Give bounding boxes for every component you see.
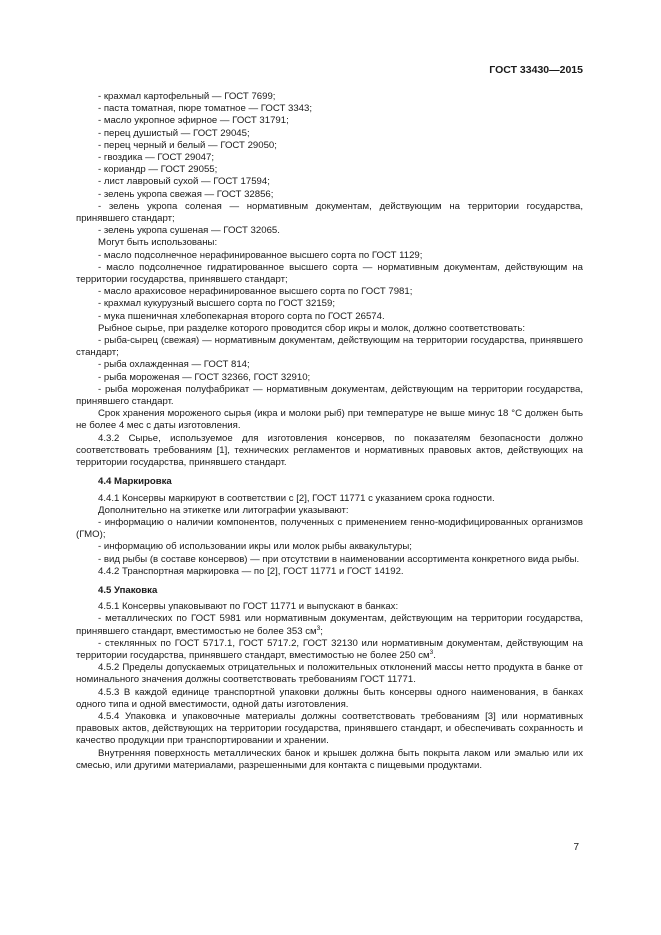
superscript: 3 — [429, 648, 434, 656]
paragraph — [76, 638, 583, 662]
paragraph: 4.4.1 Консервы маркируют в соответствии с [2], ГОСТ 11771 с указанием срока годности. — [98, 492, 495, 504]
paragraph-end: ; — [320, 625, 323, 637]
paragraph: Срок хранения мороженого сырья (икра и молоки рыб) при температуре не выше минус 18 °С должен быть не более 4 мес с даты изготовления. — [76, 408, 583, 432]
document-body — [76, 91, 583, 772]
paragraph: 4.5.2 Пределы допускаемых отрицательных и положительных отклонений массы нетто продукта в банке от номинального значения должны соответствовать требованиям ГОСТ 11771. — [76, 662, 583, 686]
paragraph: 4.5.1 Консервы упаковывают по ГОСТ 11771 и выпускают в банках: — [98, 601, 399, 613]
paragraph: 4.5.3 В каждой единице транспортной упаковки должны быть консервы одного наименования, в банках одного типа и одной вместимости, одной даты изготовления. — [76, 686, 583, 710]
paragraph: Внутренняя поверхность металлических банок и крышек должна быть покрыта лаком или эмалью или их смесью, или другими материалами, разрешенными для контакта с пищевыми продуктами. — [76, 747, 583, 771]
superscript: 3 — [316, 624, 321, 632]
document-header: ГОСТ 33430—2015 — [489, 64, 583, 76]
paragraph: - информацию о наличии компонентов, полученных с применением генно-модифицированных организмов (ГМО); — [76, 516, 583, 541]
paragraph: - масло укропное эфирное — ГОСТ 31791; — [98, 115, 289, 127]
paragraph: - масло подсолнечное нерафинированное высшего сорта по ГОСТ 1129; — [98, 249, 423, 261]
paragraph: - перец черный и белый — ГОСТ 29050; — [98, 139, 277, 151]
paragraph: - рыба мороженая — ГОСТ 32366, ГОСТ 32910; — [98, 371, 311, 383]
paragraph-text: - стеклянных по ГОСТ 5717.1, ГОСТ 5717.2, ГОСТ 32130 или нормативным документам, действующим на территории государства, принявшего стандарт, вместимостью не более 250 см — [76, 637, 583, 661]
paragraph — [76, 613, 583, 637]
paragraph: - зелень укропа свежая — ГОСТ 32856; — [98, 188, 274, 200]
paragraph: 4.4.2 Транспортная маркировка — по [2], ГОСТ 11771 и ГОСТ 14192. — [98, 565, 404, 577]
paragraph: Дополнительно на этикетке или литографии указывают: — [98, 504, 349, 516]
paragraph-text: - металлических по ГОСТ 5981 или нормативным документам, действующим на территории государства, принявшего стандарт, вместимостью не более 353 см — [76, 613, 583, 637]
paragraph: Рыбное сырье, при разделке которого проводится сбор икры и молок, должно соответствовать: — [98, 322, 526, 334]
paragraph: - крахмал кукурузный высшего сорта по ГОСТ 32159; — [98, 298, 336, 310]
paragraph: - информацию об использовании икры или молок рыбы аквакультуры; — [98, 541, 412, 553]
paragraph: - крахмал картофельный — ГОСТ 7699; — [98, 91, 276, 102]
paragraph: - вид рыбы (в составе консервов) — при отсутствии в наименовании ассортимента конкретного вида рыбы. — [98, 553, 580, 565]
paragraph: - рыба мороженая полуфабрикат — нормативным документам, действующим на территории государства, принявшего стандарт. — [76, 383, 583, 408]
paragraph-end: . — [433, 649, 436, 661]
paragraph: - перец душистый — ГОСТ 29045; — [98, 127, 250, 139]
paragraph: 4.3.2 Сырье, используемое для изготовления консервов, по показателям безопасности должно соответствовать требованиям [1], технических регламентов и нормативных правовых актов, действующих на территории государства, принявшего стандарт. — [76, 432, 583, 469]
paragraph: - рыба охлажденная — ГОСТ 814; — [98, 359, 250, 371]
section-heading: 4.5 Упаковка — [98, 584, 158, 596]
section-heading: 4.4 Маркировка — [98, 476, 172, 488]
paragraph: 4.5.4 Упаковка и упаковочные материалы должны соответствовать требованиям [3] или нормативных правовых актов, действующих на территории государства, принявшего стандарт, и обеспечивать сохранность и качество продукции при транспортировании и хранении. — [76, 710, 583, 747]
paragraph: - рыба-сырец (свежая) — нормативным документам, действующим на территории государства, принявшего стандарт; — [76, 335, 583, 359]
paragraph: - мука пшеничная хлебопекарная второго сорта по ГОСТ 26574. — [98, 310, 385, 322]
paragraph: - масло подсолнечное гидратированное высшего сорта — нормативным документам, действующим на территории государства, принявшего стандарт; — [76, 261, 583, 286]
paragraph: - лист лавровый сухой — ГОСТ 17594; — [98, 176, 270, 188]
paragraph: - зелень укропа сушеная — ГОСТ 32065. — [98, 225, 280, 237]
paragraph: - гвоздика — ГОСТ 29047; — [98, 152, 214, 164]
paragraph: Могут быть использованы: — [98, 237, 218, 249]
page-number: 7 — [573, 842, 579, 853]
paragraph: - зелень укропа соленая — нормативным документам, действующим на территории государства, принявшего стандарт; — [76, 200, 583, 225]
paragraph: - масло арахисовое нерафинированное высшего сорта по ГОСТ 7981; — [98, 286, 413, 298]
paragraph: - кориандр — ГОСТ 29055; — [98, 164, 218, 176]
paragraph: - паста томатная, пюре томатное — ГОСТ 3343; — [98, 103, 312, 115]
